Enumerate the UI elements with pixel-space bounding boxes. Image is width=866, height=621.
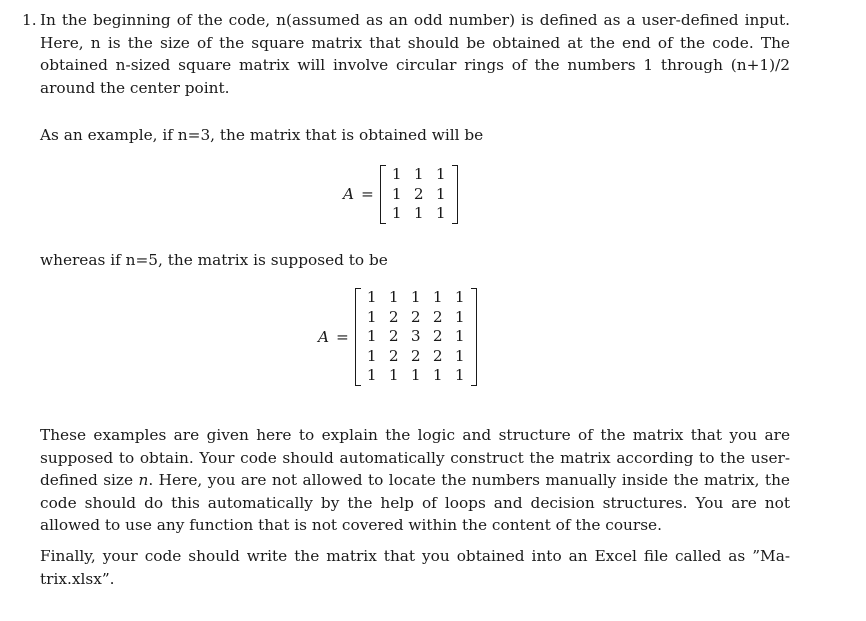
matrix-cell: 2 — [388, 346, 399, 365]
right-bracket — [471, 288, 477, 386]
matrix-cell: 1 — [413, 204, 424, 222]
matrix-cell: 1 — [435, 204, 446, 222]
matrix-cell: 1 — [454, 288, 465, 306]
item-number: 1. — [22, 11, 37, 29]
matrix-cell: 1 — [391, 204, 402, 222]
matrix-equation-n3 — [343, 165, 458, 224]
matrix-n5 — [355, 288, 477, 386]
matrix-cell: 1 — [454, 307, 465, 326]
matrix-cell: 1 — [454, 346, 465, 365]
matrix-cell: 1 — [366, 288, 377, 306]
matrix-cell: 1 — [388, 366, 399, 384]
matrix-cell: 2 — [410, 346, 421, 365]
matrix-cell: 2 — [432, 307, 443, 326]
matrix-cell: 1 — [432, 366, 443, 384]
matrix-equation-n5 — [318, 288, 477, 386]
example-n5-paragraph: whereas if n=5, the matrix is supposed to be — [40, 251, 388, 269]
matrix-cell: 1 — [366, 307, 377, 326]
matrix-cell: 1 — [435, 165, 446, 183]
matrix-cell: 1 — [454, 327, 465, 345]
excel-output-paragraph: Finally, your code should write the matrix that you obtained into an Excel file called as ”Ma-trix.xlsx”. — [40, 547, 790, 588]
matrix-cell: 1 — [391, 165, 402, 183]
matrix-cell: 1 — [366, 346, 377, 365]
matrix-label: A = — [343, 185, 374, 204]
intro-paragraph: In the beginning of the code, n(assumed as an odd number) is defined as a user-defined input. Here, n is the size of the square matrix that should be obtained at the end of the code. The obtained n-sized square matrix will involve circular rings of the numbers 1 through (n+1)/2 around the center point. — [40, 11, 790, 97]
matrix-n3 — [380, 165, 458, 224]
matrix-cell: 3 — [410, 327, 421, 345]
matrix-cell: 2 — [413, 184, 424, 203]
matrix-label: A = — [318, 327, 349, 346]
matrix-cell: 1 — [435, 184, 446, 203]
matrix-cell: 1 — [366, 366, 377, 384]
matrix-cell: 2 — [432, 346, 443, 365]
matrix-cell: 1 — [391, 184, 402, 203]
left-bracket — [355, 288, 361, 386]
right-bracket — [452, 165, 458, 224]
matrix-cell: 1 — [432, 288, 443, 306]
matrix-cell: 1 — [454, 366, 465, 384]
explanation-paragraph: These examples are given here to explain the logic and structure of the matrix that you are supposed to obtain. Your code should automatically construct the matrix according to the user-defined size n. Here, you are not allowed to locate the numbers manually inside the matrix, the code should do this automatically by the help of loops and decision structures. You are not allowed to use any function that is not covered within the content of the course. — [40, 426, 790, 534]
matrix-cell: 1 — [366, 327, 377, 345]
matrix-cell: 2 — [410, 307, 421, 326]
matrix-cell: 1 — [410, 366, 421, 384]
matrix-cell: 2 — [388, 307, 399, 326]
example-n3-paragraph: As an example, if n=3, the matrix that is obtained will be — [40, 126, 484, 144]
matrix-cell: 1 — [413, 165, 424, 183]
matrix-cell: 2 — [388, 327, 399, 345]
left-bracket — [380, 165, 386, 224]
matrix-cell: 1 — [388, 288, 399, 306]
matrix-cell: 1 — [410, 288, 421, 306]
matrix-cell: 2 — [432, 327, 443, 345]
